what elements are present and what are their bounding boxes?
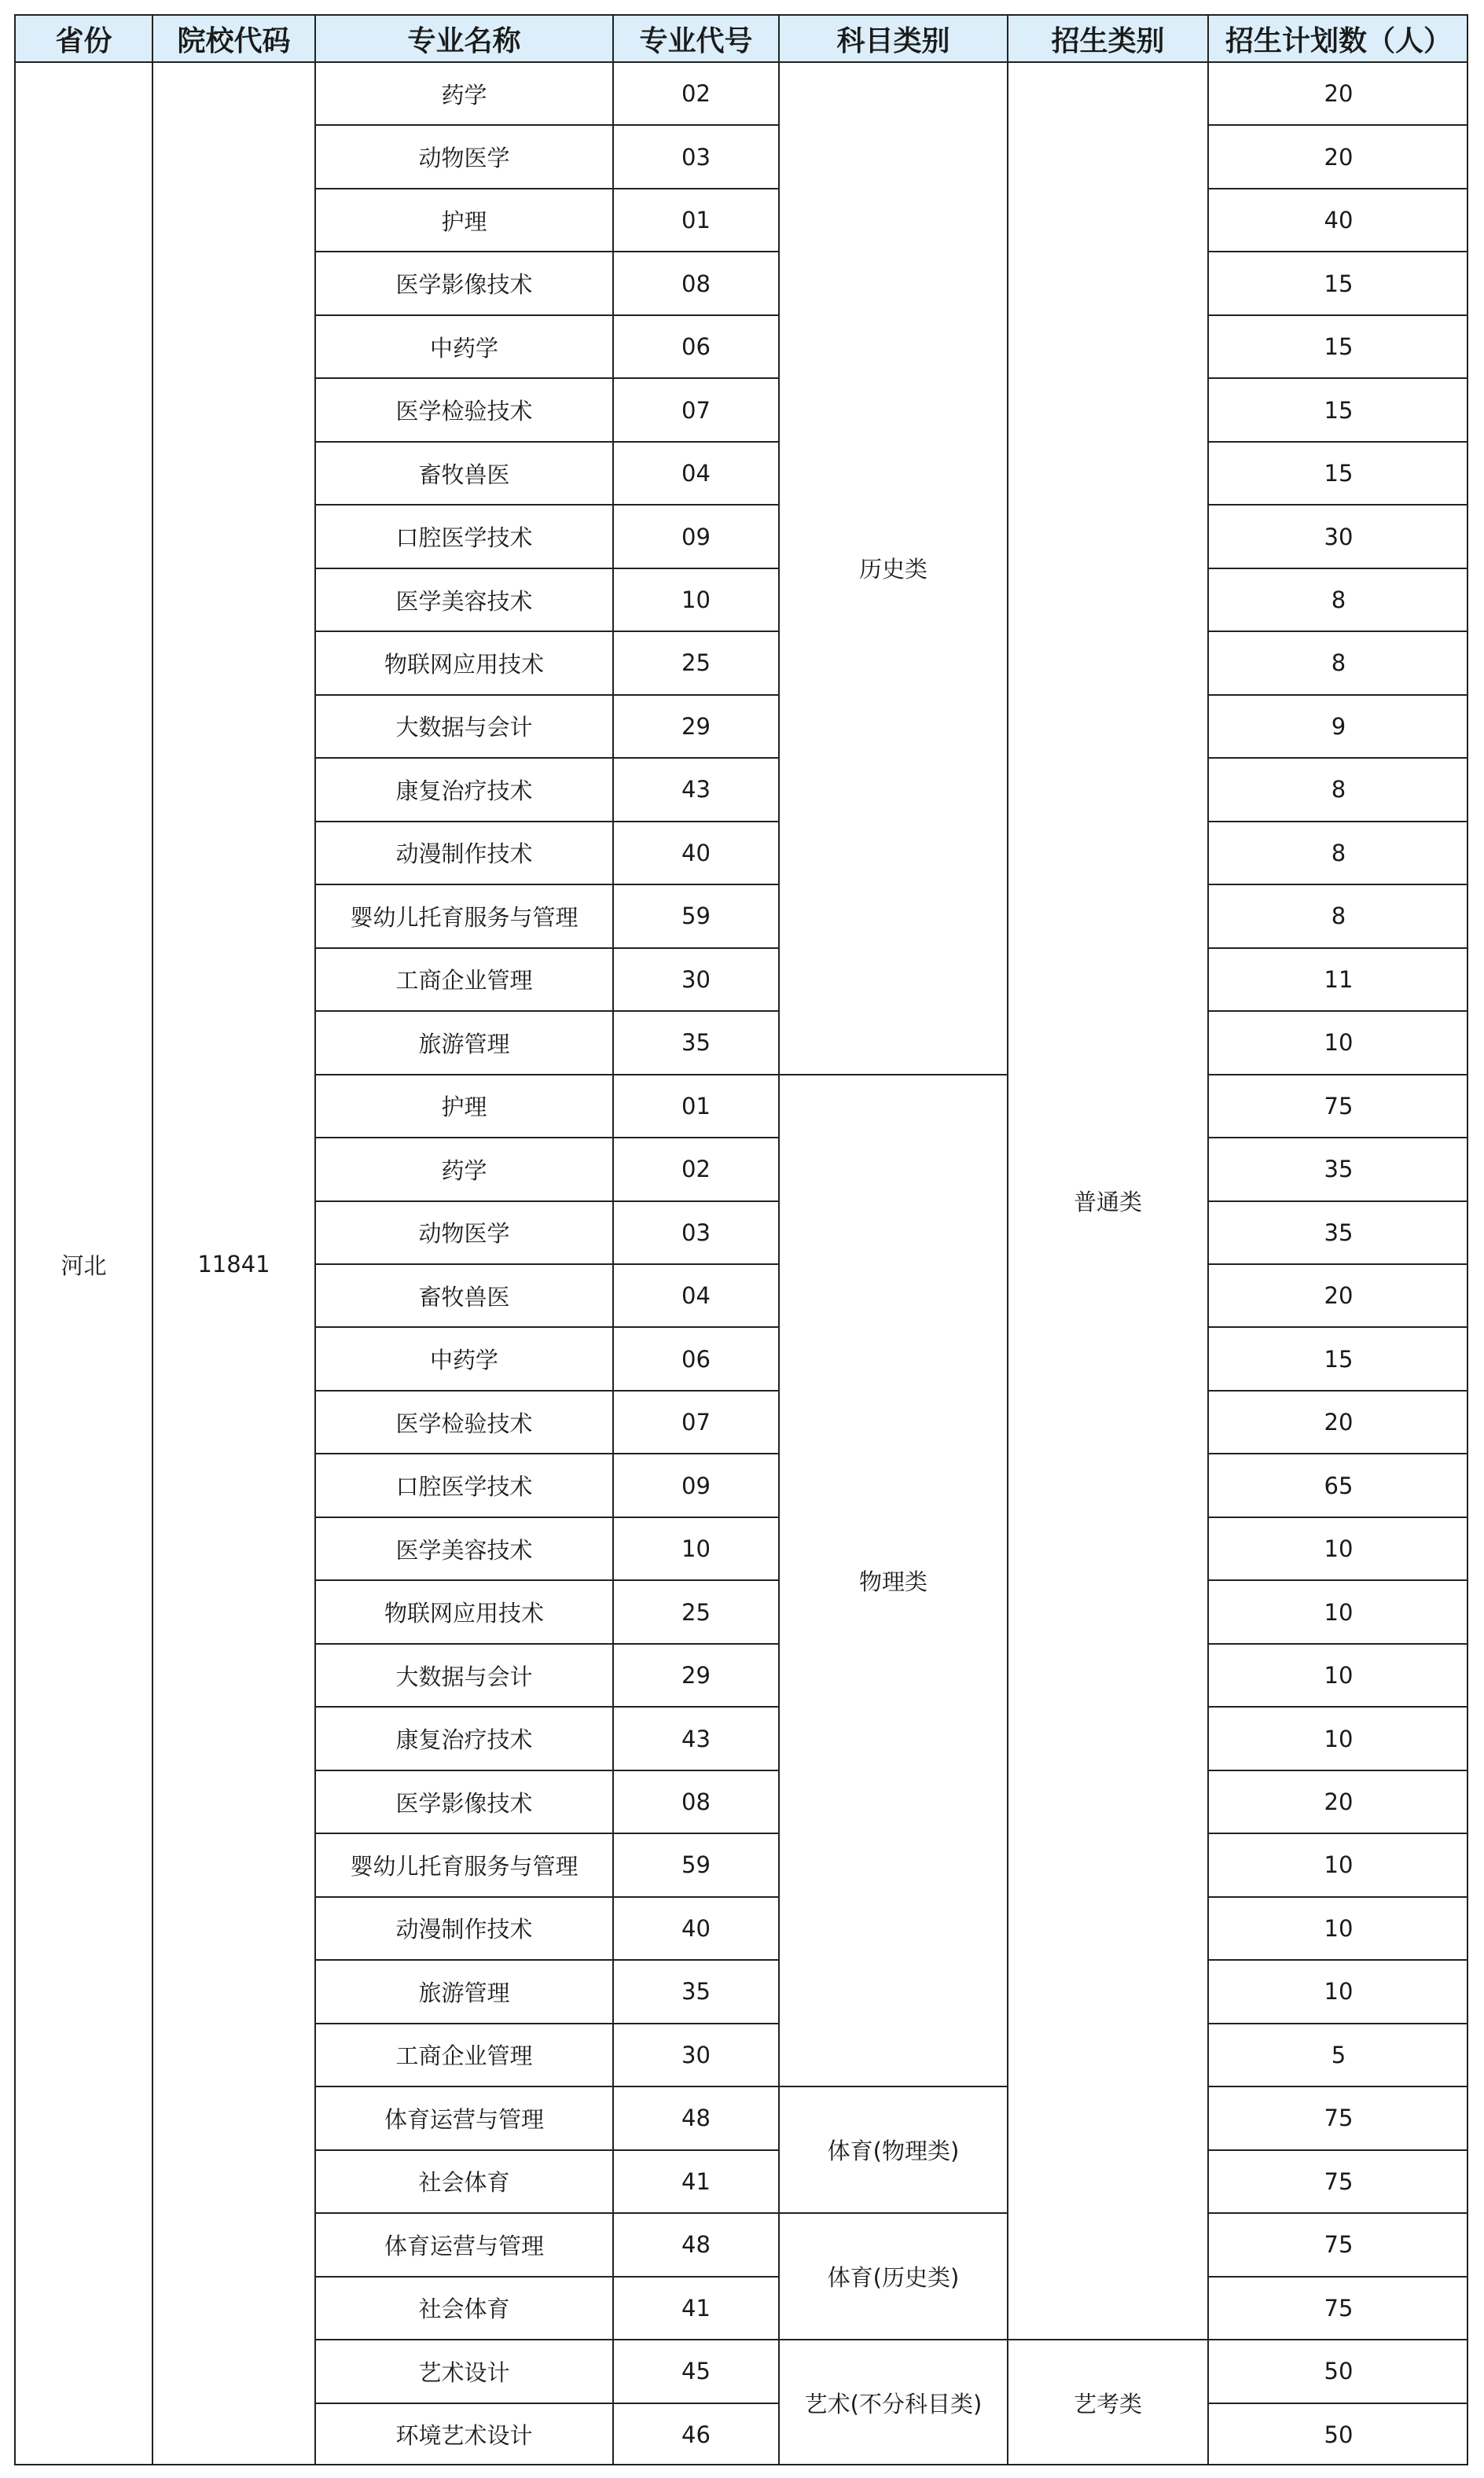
plan-count-cell: 10 xyxy=(1207,1579,1468,1642)
major-name-cell: 工商企业管理 xyxy=(314,2023,612,2086)
major-code-cell: 04 xyxy=(612,1263,778,1326)
major-name-cell: 婴幼儿托育服务与管理 xyxy=(314,1833,612,1895)
plan-count-cell: 35 xyxy=(1207,1200,1468,1263)
major-name-cell: 畜牧兽医 xyxy=(314,441,612,504)
major-code-cell: 59 xyxy=(612,1833,778,1895)
plan-count-cell: 35 xyxy=(1207,1137,1468,1200)
major-name-cell: 药学 xyxy=(314,1137,612,1200)
subject-category-cell: 历史类 xyxy=(778,61,1007,1074)
major-name-cell: 医学影像技术 xyxy=(314,1770,612,1833)
major-name-cell: 大数据与会计 xyxy=(314,694,612,757)
major-name-cell: 医学影像技术 xyxy=(314,251,612,314)
plan-count-cell: 10 xyxy=(1207,1896,1468,1959)
plan-count-cell: 8 xyxy=(1207,757,1468,820)
subject-category-cell: 艺术(不分科目类) xyxy=(778,2339,1007,2465)
plan-count-cell: 9 xyxy=(1207,694,1468,757)
header-province: 省份 xyxy=(14,14,152,61)
major-name-cell: 畜牧兽医 xyxy=(314,1263,612,1326)
major-code-cell: 29 xyxy=(612,694,778,757)
plan-count-cell: 20 xyxy=(1207,1263,1468,1326)
plan-count-cell: 65 xyxy=(1207,1453,1468,1516)
header-school-code: 院校代码 xyxy=(152,14,314,61)
plan-count-cell: 10 xyxy=(1207,1833,1468,1895)
major-code-cell: 25 xyxy=(612,1579,778,1642)
major-name-cell: 社会体育 xyxy=(314,2149,612,2212)
major-code-cell: 30 xyxy=(612,947,778,1010)
major-code-cell: 02 xyxy=(612,61,778,124)
plan-count-cell: 75 xyxy=(1207,1074,1468,1137)
header-enroll-category: 招生类别 xyxy=(1007,14,1207,61)
major-code-cell: 25 xyxy=(612,631,778,693)
major-code-cell: 08 xyxy=(612,251,778,314)
major-code-cell: 07 xyxy=(612,1390,778,1453)
major-code-cell: 35 xyxy=(612,1959,778,2022)
major-code-cell: 41 xyxy=(612,2149,778,2212)
major-name-cell: 口腔医学技术 xyxy=(314,504,612,567)
school-code-cell: 11841 xyxy=(152,61,314,2465)
major-name-cell: 医学检验技术 xyxy=(314,377,612,440)
major-code-cell: 07 xyxy=(612,377,778,440)
plan-count-cell: 8 xyxy=(1207,568,1468,631)
major-name-cell: 药学 xyxy=(314,61,612,124)
plan-count-cell: 10 xyxy=(1207,1010,1468,1073)
major-code-cell: 41 xyxy=(612,2276,778,2339)
major-code-cell: 29 xyxy=(612,1643,778,1706)
major-code-cell: 02 xyxy=(612,1137,778,1200)
enroll-category-cell: 艺考类 xyxy=(1007,2339,1207,2465)
major-code-cell: 06 xyxy=(612,314,778,377)
plan-count-cell: 8 xyxy=(1207,631,1468,693)
major-name-cell: 动漫制作技术 xyxy=(314,1896,612,1959)
plan-count-cell: 20 xyxy=(1207,124,1468,187)
major-name-cell: 医学检验技术 xyxy=(314,1390,612,1453)
enroll-category-cell: 普通类 xyxy=(1007,61,1207,2339)
major-code-cell: 10 xyxy=(612,568,778,631)
plan-count-cell: 15 xyxy=(1207,314,1468,377)
major-name-cell: 口腔医学技术 xyxy=(314,1453,612,1516)
major-code-cell: 06 xyxy=(612,1326,778,1389)
plan-count-cell: 75 xyxy=(1207,2149,1468,2212)
major-name-cell: 环境艺术设计 xyxy=(314,2403,612,2465)
subject-category-cell: 体育(物理类) xyxy=(778,2086,1007,2212)
plan-count-cell: 75 xyxy=(1207,2276,1468,2339)
major-code-cell: 43 xyxy=(612,1706,778,1769)
major-name-cell: 体育运营与管理 xyxy=(314,2086,612,2149)
plan-count-cell: 20 xyxy=(1207,1390,1468,1453)
major-code-cell: 01 xyxy=(612,188,778,251)
major-code-cell: 40 xyxy=(612,1896,778,1959)
plan-count-cell: 10 xyxy=(1207,1517,1468,1579)
major-name-cell: 工商企业管理 xyxy=(314,947,612,1010)
major-name-cell: 旅游管理 xyxy=(314,1010,612,1073)
plan-count-cell: 11 xyxy=(1207,947,1468,1010)
header-plan-count: 招生计划数（人） xyxy=(1207,14,1468,61)
major-name-cell: 婴幼儿托育服务与管理 xyxy=(314,884,612,947)
major-name-cell: 康复治疗技术 xyxy=(314,757,612,820)
major-code-cell: 08 xyxy=(612,1770,778,1833)
major-name-cell: 医学美容技术 xyxy=(314,1517,612,1579)
plan-count-cell: 15 xyxy=(1207,251,1468,314)
enrollment-plan-table xyxy=(14,14,1468,2465)
major-name-cell: 物联网应用技术 xyxy=(314,631,612,693)
major-code-cell: 30 xyxy=(612,2023,778,2086)
major-name-cell: 动漫制作技术 xyxy=(314,821,612,884)
major-code-cell: 35 xyxy=(612,1010,778,1073)
major-code-cell: 46 xyxy=(612,2403,778,2465)
header-major-code: 专业代号 xyxy=(612,14,778,61)
major-code-cell: 45 xyxy=(612,2339,778,2402)
plan-count-cell: 20 xyxy=(1207,61,1468,124)
major-name-cell: 大数据与会计 xyxy=(314,1643,612,1706)
major-name-cell: 体育运营与管理 xyxy=(314,2212,612,2275)
plan-count-cell: 30 xyxy=(1207,504,1468,567)
plan-count-cell: 10 xyxy=(1207,1643,1468,1706)
major-name-cell: 动物医学 xyxy=(314,124,612,187)
major-name-cell: 艺术设计 xyxy=(314,2339,612,2402)
major-code-cell: 48 xyxy=(612,2212,778,2275)
major-code-cell: 48 xyxy=(612,2086,778,2149)
major-code-cell: 09 xyxy=(612,1453,778,1516)
major-name-cell: 动物医学 xyxy=(314,1200,612,1263)
major-code-cell: 43 xyxy=(612,757,778,820)
plan-count-cell: 50 xyxy=(1207,2339,1468,2402)
major-name-cell: 医学美容技术 xyxy=(314,568,612,631)
major-name-cell: 旅游管理 xyxy=(314,1959,612,2022)
subject-category-cell: 体育(历史类) xyxy=(778,2212,1007,2339)
major-code-cell: 09 xyxy=(612,504,778,567)
major-code-cell: 59 xyxy=(612,884,778,947)
major-name-cell: 护理 xyxy=(314,1074,612,1137)
major-name-cell: 中药学 xyxy=(314,314,612,377)
plan-count-cell: 20 xyxy=(1207,1770,1468,1833)
plan-count-cell: 75 xyxy=(1207,2086,1468,2149)
province-cell: 河北 xyxy=(14,61,152,2465)
plan-count-cell: 75 xyxy=(1207,2212,1468,2275)
major-code-cell: 03 xyxy=(612,1200,778,1263)
plan-count-cell: 15 xyxy=(1207,377,1468,440)
major-name-cell: 物联网应用技术 xyxy=(314,1579,612,1642)
plan-count-cell: 10 xyxy=(1207,1959,1468,2022)
subject-category-cell: 物理类 xyxy=(778,1074,1007,2086)
plan-count-cell: 50 xyxy=(1207,2403,1468,2465)
plan-count-cell: 8 xyxy=(1207,821,1468,884)
plan-count-cell: 15 xyxy=(1207,1326,1468,1389)
major-code-cell: 01 xyxy=(612,1074,778,1137)
major-name-cell: 康复治疗技术 xyxy=(314,1706,612,1769)
plan-count-cell: 40 xyxy=(1207,188,1468,251)
major-name-cell: 护理 xyxy=(314,188,612,251)
plan-count-cell: 5 xyxy=(1207,2023,1468,2086)
major-code-cell: 03 xyxy=(612,124,778,187)
major-name-cell: 中药学 xyxy=(314,1326,612,1389)
plan-count-cell: 10 xyxy=(1207,1706,1468,1769)
plan-count-cell: 8 xyxy=(1207,884,1468,947)
plan-count-cell: 15 xyxy=(1207,441,1468,504)
header-subject-category: 科目类别 xyxy=(778,14,1007,61)
major-code-cell: 10 xyxy=(612,1517,778,1579)
header-major-name: 专业名称 xyxy=(314,14,612,61)
major-code-cell: 04 xyxy=(612,441,778,504)
major-code-cell: 40 xyxy=(612,821,778,884)
major-name-cell: 社会体育 xyxy=(314,2276,612,2339)
